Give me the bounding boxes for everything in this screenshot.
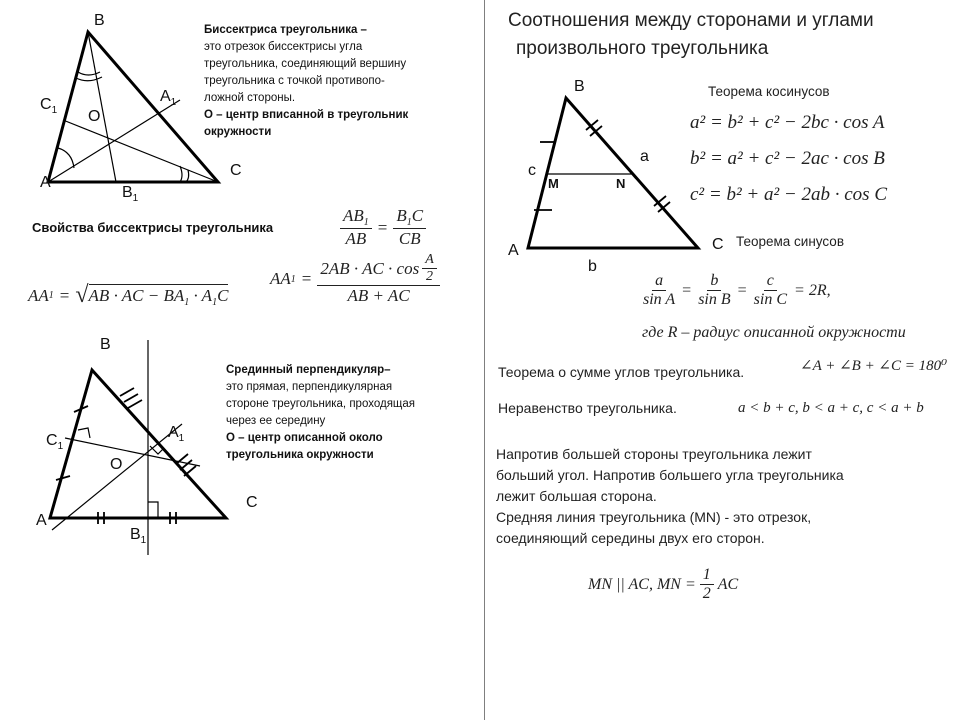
angle-sum-formula: ∠A + ∠B + ∠C = 180⁰ (800, 358, 948, 374)
tri-side-b: b (588, 258, 597, 275)
bisector-properties-title: Свойства биссектрисы треугольника (32, 220, 274, 235)
para-line-5: соединяющий середины двух его сторон. (496, 530, 765, 546)
bisector-definition (204, 22, 472, 141)
tri-label-a: A (508, 242, 519, 259)
bisector-length-formula-1: AA 1 = √ AB · AC − $BA_1 \cdot A_1C$ (28, 282, 229, 308)
sine-theorem-title: Теорема синусов (736, 234, 844, 249)
bisector-label-c1: $C_1$ (40, 96, 58, 116)
sine-note: где R – радиус описанной окружности (642, 324, 906, 341)
bisector-line-3: треугольника с точкой противопо- (204, 75, 385, 87)
perp-line-1: это прямая, перпендикулярная (226, 381, 393, 393)
bisector-ratio-formula: $\frac{AB_1}{AB}$ = $\frac{B_1C}{CB}$ (340, 206, 426, 249)
para-line-2: больший угол. Напротив большего угла треугольника (496, 467, 844, 483)
perp-label-o: O (110, 456, 123, 473)
inequality-label: Неравенство треугольника. (498, 400, 677, 416)
cosine-theorem-title: Теорема косинусов (708, 84, 830, 99)
angle-sum-label: Теорема о сумме углов треугольника. (498, 364, 745, 380)
para-line-4: Средняя линия треугольника (MN) - это отрезок, (496, 509, 812, 525)
bisector-label-o: O (88, 108, 101, 125)
midline-formula: MN || AC, MN = $\frac{1}{2}$ AC (588, 566, 739, 602)
bisector-label-c: C (230, 162, 242, 179)
bisector-triangle-figure (30, 20, 230, 200)
right-title-line-1: Соотношения между сторонами и углами (508, 10, 874, 31)
perp-line-3: через ее середину (226, 415, 326, 427)
tri-side-c: c (528, 162, 536, 179)
tri-side-a: a (640, 148, 649, 165)
cosine-formula-1: a² = b² + c² − 2bc · cos A (690, 112, 885, 133)
bisector-line-4: ложной стороны. (204, 92, 296, 104)
perp-label-a: A (36, 512, 47, 529)
bisector-label-a1: $A_1$ (160, 88, 177, 108)
properties-paragraph (496, 444, 956, 549)
tri-label-n: N (616, 176, 626, 191)
perp-label-b1: $B_1$ (130, 526, 147, 546)
tri-label-c: C (712, 236, 724, 253)
para-line-3: лежит большая сторона. (496, 488, 657, 504)
perp-line-2: стороне треугольника, проходящая (226, 398, 416, 410)
inequality-formula: a < b + c, b < a + c, c < a + b (738, 400, 924, 416)
bisector-label-b: B (94, 12, 105, 29)
sine-formula: $\frac{a}{\text{sin A}}$ = $\frac{b}{\text{sin B}}$ = $\frac{c}{\text{sin C}}$ = 2R, (643, 272, 831, 308)
perp-label-c1: $C_1$ (46, 432, 64, 452)
perp-label-b: B (100, 336, 111, 353)
bisector-title: Биссектриса треугольника – (204, 24, 367, 36)
cosine-formula-2: b² = a² + c² − 2ac · cos B (690, 148, 885, 169)
bisector-label-a: A (40, 174, 51, 191)
tri-label-m: M (548, 176, 559, 191)
perpendicular-title: Срединный перпендикуляр– (226, 364, 391, 376)
perp-label-c: C (246, 494, 258, 511)
bisector-length-formula-2: AA 1 = 2AB · AC · cos $\frac{A}{2}$ AB + AC (270, 252, 440, 306)
general-triangle-figure (520, 94, 710, 254)
bisector-line-1: это отрезок биссектрисы угла (204, 41, 363, 53)
bisector-line-2: треугольника, соединяющий вершину (204, 58, 407, 70)
circumcenter-definition: О – центр описанной около треугольника окружности (226, 432, 383, 461)
perpendicular-definition (226, 362, 476, 464)
tri-label-b: B (574, 78, 585, 95)
bisector-label-b1: $B_1$ (122, 184, 139, 204)
perp-label-a1: $A_1$ (168, 424, 185, 444)
para-line-1: Напротив большей стороны треугольника лежит (496, 446, 812, 462)
cosine-formula-3: c² = b² + a² − 2ab · cos C (690, 184, 887, 205)
right-title-line-2: произвольного треугольника (516, 38, 769, 59)
column-divider (484, 0, 485, 720)
incenter-definition: О – центр вписанной в треугольник окружности (204, 109, 409, 138)
